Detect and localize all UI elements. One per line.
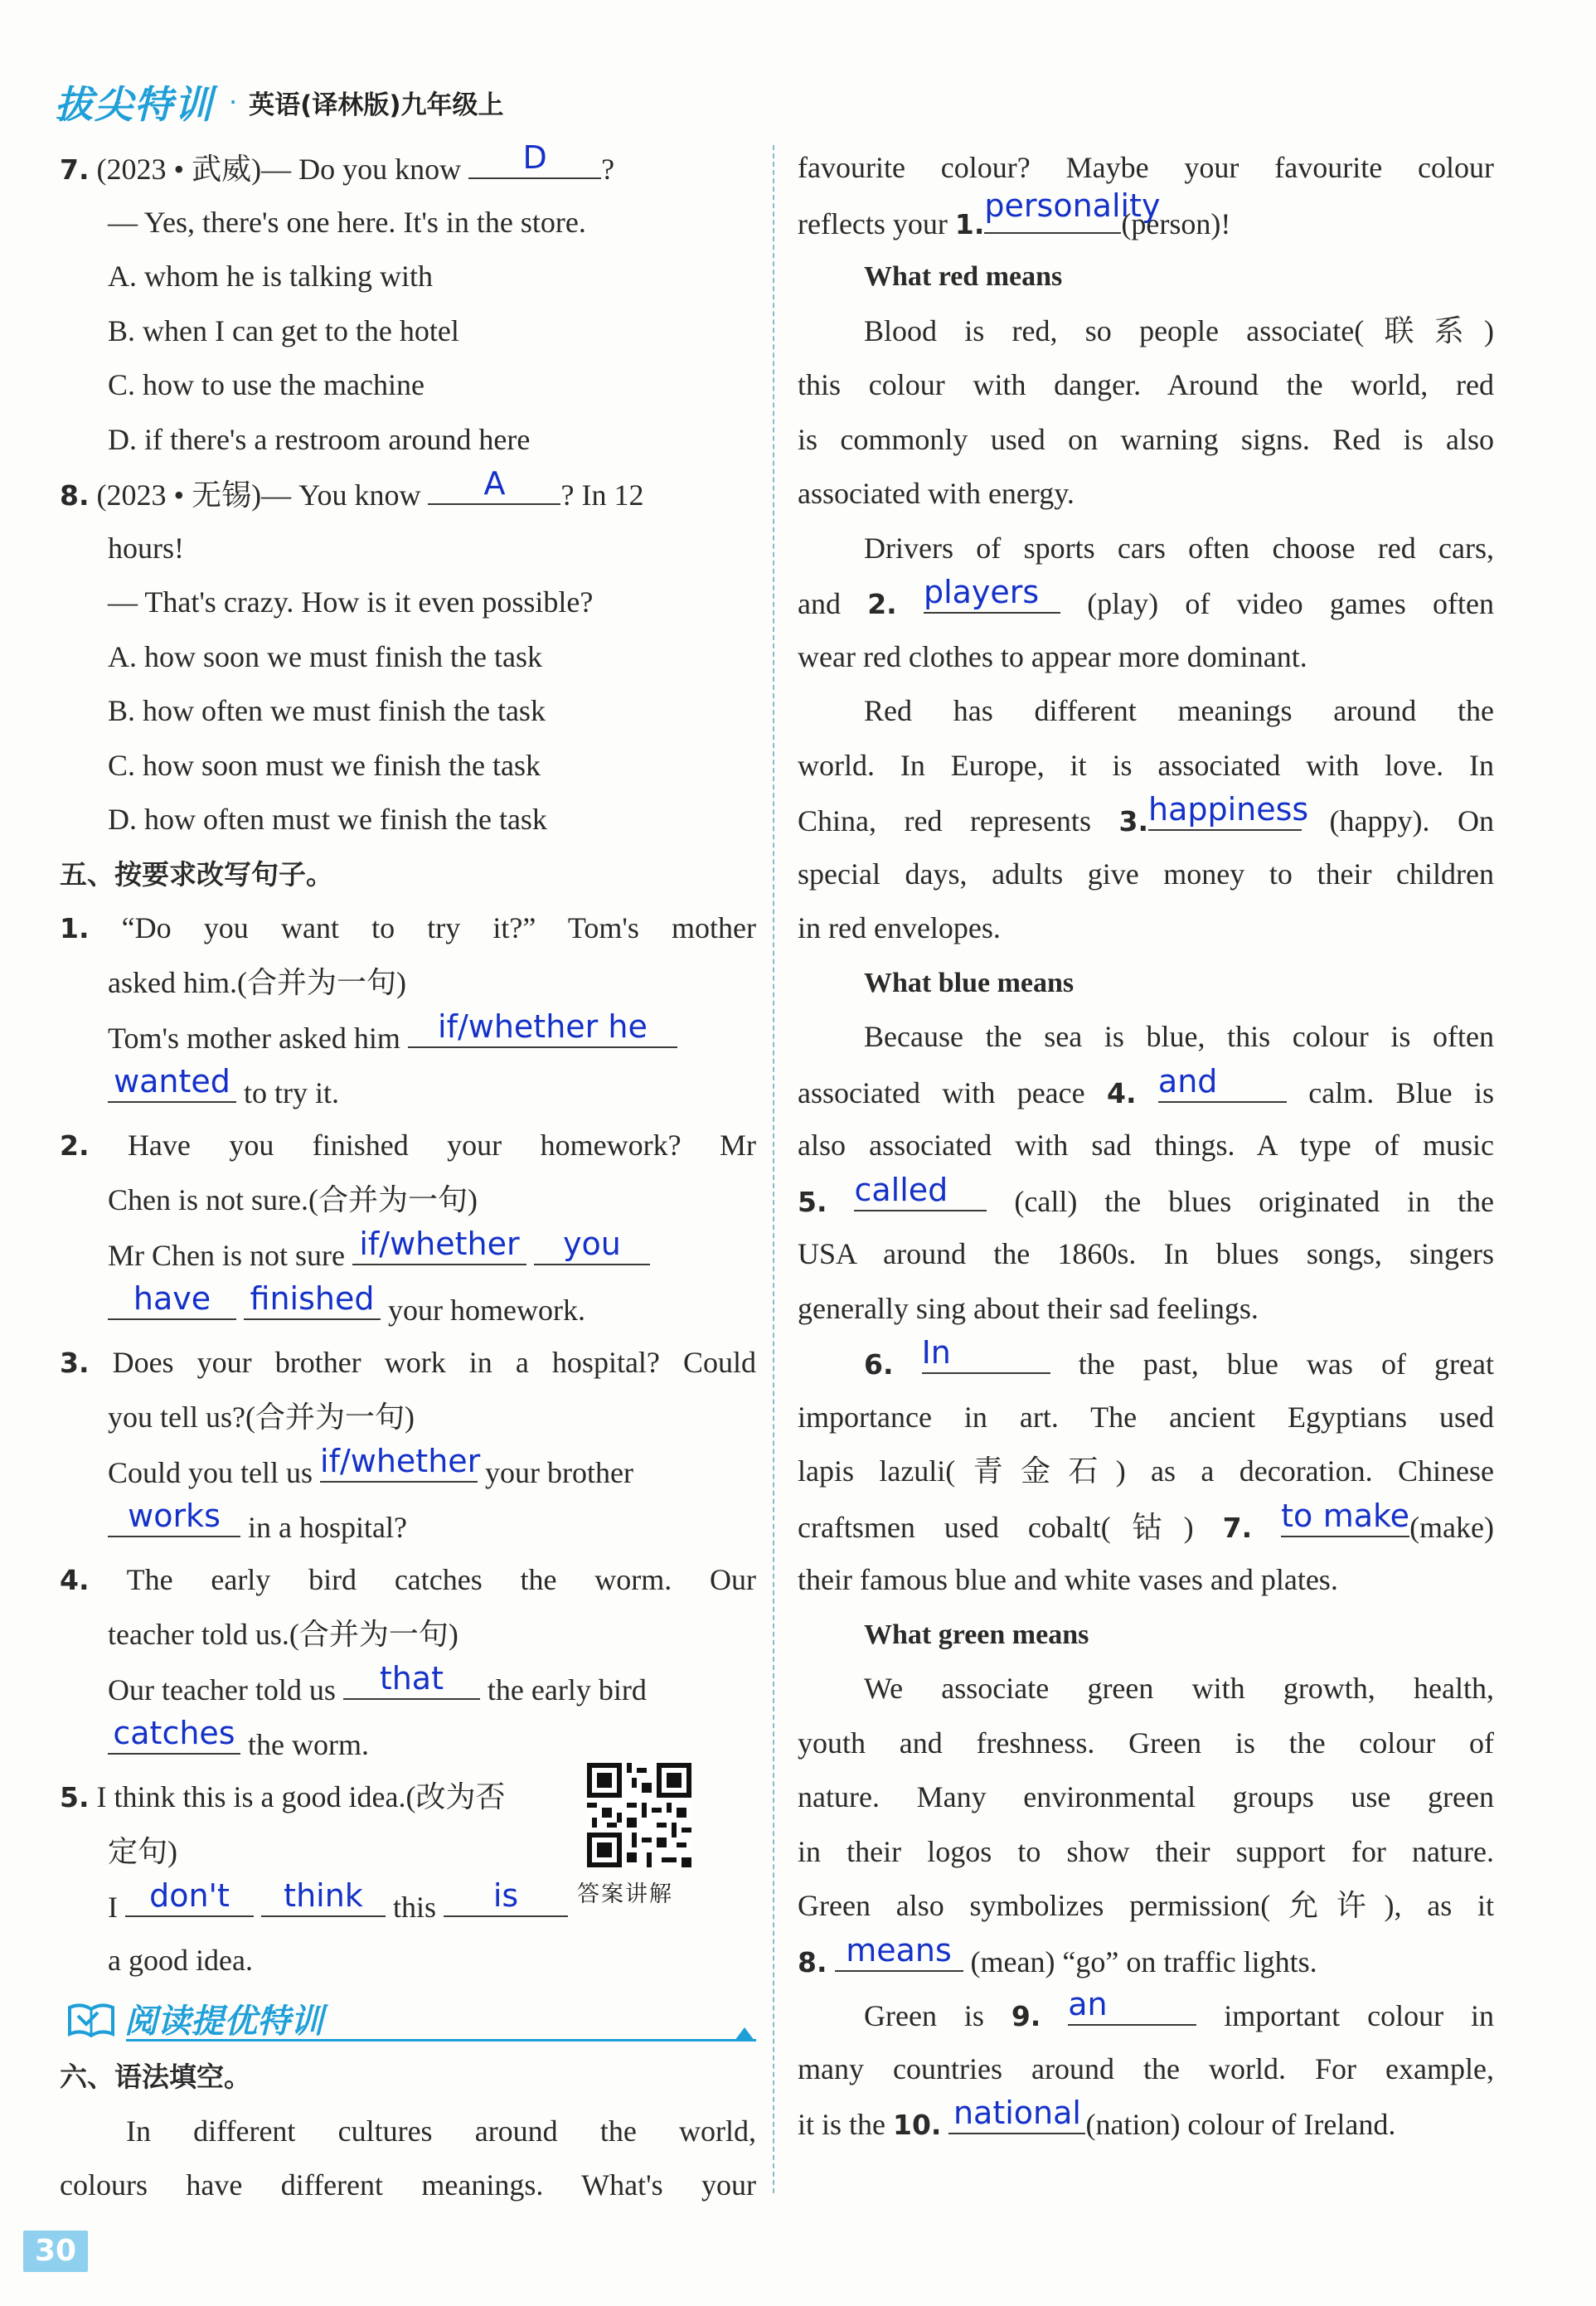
s5-blank-1: don't	[125, 1879, 254, 1917]
s2-blank-3: have	[108, 1282, 236, 1320]
blank-6: In	[922, 1336, 1050, 1374]
s4-blank-2: catches	[108, 1716, 240, 1755]
blank-5: called	[854, 1173, 987, 1211]
page-header	[55, 73, 504, 131]
banner-rule	[126, 2039, 756, 2041]
blue-l1: Because the sea is blue, this colour is often	[864, 1020, 1494, 1053]
red-p1-l3: is commonly used on warning signs. Red is also	[798, 422, 1494, 456]
blue-l6: generally sing about their sad feelings.	[798, 1291, 1259, 1325]
green-l4: in their logos to show their support for nature.	[798, 1834, 1494, 1868]
s2-blank-4: finished	[244, 1282, 381, 1320]
red-p2-l2: and 2. players (play) of video games often	[798, 574, 1494, 620]
red-p3-l1: Red has different meanings around the	[864, 694, 1494, 727]
s5-line2: 定句)	[108, 1834, 177, 1868]
green-l3: nature. Many environmental groups use green	[798, 1780, 1494, 1813]
q8-option-a: A. how soon we must finish the task	[108, 639, 542, 673]
red-p2-l1: Drivers of sports cars often choose red cars,	[864, 531, 1494, 565]
banner-triangle	[735, 2027, 754, 2041]
series-logo: 拔尖特训	[55, 82, 214, 127]
r-line1: favourite colour? Maybe your favourite colour	[798, 151, 1494, 184]
header-dot: ·	[229, 86, 238, 118]
s4-line2: teacher told us.(合并为一句)	[108, 1617, 458, 1651]
s5-blank-2: think	[261, 1879, 386, 1917]
green-l6: 8. means (mean) “go” on traffic lights.	[798, 1931, 1317, 1978]
blue-l7: 6. In the past, blue was of great	[864, 1334, 1495, 1381]
blue-l3: also associated with sad things. A type of music	[798, 1129, 1494, 1162]
blank-9: an	[1068, 1988, 1196, 2026]
green-l5: Green also symbolizes permission(允许), as it	[798, 1889, 1494, 1922]
q7-option-b: B. when I can get to the hotel	[108, 313, 459, 347]
s5-line1: 5. I think this is a good idea.(改为否	[60, 1780, 506, 1813]
green-l8: many countries around the world. For example,	[798, 2051, 1494, 2085]
blank-10: national	[948, 2096, 1085, 2134]
red-p3-l3: China, red represents 3. happiness (happy). On	[798, 791, 1494, 837]
q7-answer-blank: D	[468, 141, 601, 179]
r-line2: reflects your 1. personality (person)!	[798, 187, 1231, 240]
heading-blue: What blue means	[864, 967, 1075, 998]
red-p2-l3: wear red clothes to appear more dominant.	[798, 639, 1307, 673]
q8-stem: 8. (2023 • 无锡)— You know A ? In 12	[60, 465, 644, 512]
s3-line1: 3. Does your brother work in a hospital? Could	[60, 1346, 756, 1379]
blank-7: to make	[1281, 1499, 1409, 1537]
right-column	[798, 141, 1494, 2151]
red-p1-l4: associated with energy.	[798, 477, 1075, 510]
q8-option-d: D. how often must we finish the task	[108, 803, 547, 836]
s3-line2: you tell us?(合并为一句)	[108, 1400, 415, 1434]
s2-line2: Chen is not sure.(合并为一句)	[108, 1182, 478, 1216]
blank-4: and	[1158, 1065, 1287, 1103]
blue-l11: their famous blue and white vases and plates.	[798, 1563, 1338, 1596]
s1-line3: Tom's mother asked him if/whether he	[60, 1010, 756, 1065]
heading-green: What green means	[864, 1619, 1089, 1650]
s1-line1: 1. “Do you want to try it?” Tom's mother	[60, 911, 757, 944]
s1-blank-1: if/whether he	[408, 1010, 677, 1048]
q8-answer-blank: A	[428, 467, 560, 505]
red-p3-l5: in red envelopes.	[798, 911, 1001, 944]
s2-line3: Mr Chen is not sure if/whether you	[60, 1227, 756, 1282]
section-5-title: 五、按要求改写句子。	[60, 857, 333, 891]
s2-blank-1: if/whether	[352, 1227, 526, 1265]
s2-blank-2: you	[534, 1227, 650, 1265]
blank-1: personality	[984, 196, 1121, 234]
green-l7: Green is 9. an important colour in	[864, 1986, 1495, 2032]
s1-line4: wanted to try it.	[60, 1065, 756, 1119]
blue-l10: craftsmen used cobalt(钴) 7. to make (make)	[798, 1497, 1494, 1544]
s2-line4: have finished your homework.	[60, 1282, 756, 1337]
blue-l8: importance in art. The ancient Egyptians used	[798, 1400, 1494, 1434]
blank-2: players	[924, 575, 1060, 614]
qr-code-icon[interactable]	[587, 1763, 691, 1867]
red-p1-l1: Blood is red, so people associate(联系)	[864, 313, 1494, 347]
s5-line3: I don't think this is	[60, 1879, 756, 1934]
s4-line3: Our teacher told us that the early bird	[108, 1660, 647, 1706]
red-p1-l2: this colour with danger. Around the world, red	[798, 368, 1494, 401]
s3-blank-2: works	[108, 1499, 240, 1537]
q8-reply: — That's crazy. How is it even possible?	[108, 585, 594, 619]
s5-blank-3: is	[444, 1879, 568, 1917]
q7-option-c: C. how to use the machine	[108, 368, 424, 401]
q7-stem: 7. (2023 • 武威)— Do you know D ?	[60, 139, 615, 186]
reading-banner-title: 阅读提优特训	[124, 2003, 323, 2041]
q7-reply: — Yes, there's one here. It's in the store.	[108, 205, 586, 239]
s4-blank-1: that	[343, 1662, 480, 1700]
blue-l4: 5. called (call) the blues originated in the	[798, 1171, 1495, 1218]
blank-3: happiness	[1148, 793, 1302, 831]
green-l1: We associate green with growth, health,	[864, 1672, 1494, 1705]
red-p3-l4: special days, adults give money to their children	[798, 857, 1494, 891]
s4-line4: catches the worm.	[60, 1716, 756, 1771]
s1-blank-2: wanted	[108, 1065, 236, 1103]
red-p3-l2: world. In Europe, it is associated with love. In	[798, 748, 1494, 782]
open-book-icon	[66, 2001, 116, 2037]
s5-line4: a good idea.	[108, 1943, 253, 1977]
blank-8: means	[835, 1934, 963, 1972]
passage-intro-line1: In different cultures around the world,	[126, 2114, 756, 2148]
page-number: 30	[23, 2231, 88, 2272]
q8-stem-cont: hours!	[108, 531, 184, 565]
blue-l2: associated with peace 4. and calm. Blue is	[798, 1062, 1495, 1109]
s3-line3: Could you tell us if/whether your brother	[108, 1443, 633, 1489]
s1-line2: asked him.(合并为一句)	[108, 965, 406, 999]
q8-option-c: C. how soon must we finish the task	[108, 748, 541, 782]
section-6-title: 六、语法填空。	[60, 2061, 251, 2093]
reading-banner	[60, 1988, 756, 2050]
q7-option-a: A. whom he is talking with	[108, 260, 433, 293]
qr-label: 答案讲解	[577, 1881, 673, 1907]
q7-option-d: D. if there's a restroom around here	[108, 422, 531, 456]
green-l9: it is the 10. national (nation) colour of Ireland.	[798, 2095, 1396, 2141]
heading-red: What red means	[864, 261, 1063, 292]
s3-blank-1: if/whether	[320, 1444, 478, 1483]
s2-line1: 2. Have you finished your homework? Mr	[60, 1129, 756, 1162]
passage-intro-line2: colours have different meanings. What's your	[60, 2168, 756, 2202]
subject-title: 英语(译林版)九年级上	[249, 90, 504, 120]
blue-l9: lapis lazuli(青金石) as a decoration. Chinese	[798, 1454, 1494, 1488]
s4-line1: 4. The early bird catches the worm. Our	[60, 1563, 756, 1596]
q8-option-b: B. how often we must finish the task	[108, 694, 546, 727]
green-l2: youth and freshness. Green is the colour of	[798, 1726, 1494, 1760]
s3-line4: works in a hospital?	[60, 1499, 756, 1554]
column-divider	[773, 145, 774, 2193]
blue-l5: USA around the 1860s. In blues songs, singers	[798, 1237, 1494, 1270]
